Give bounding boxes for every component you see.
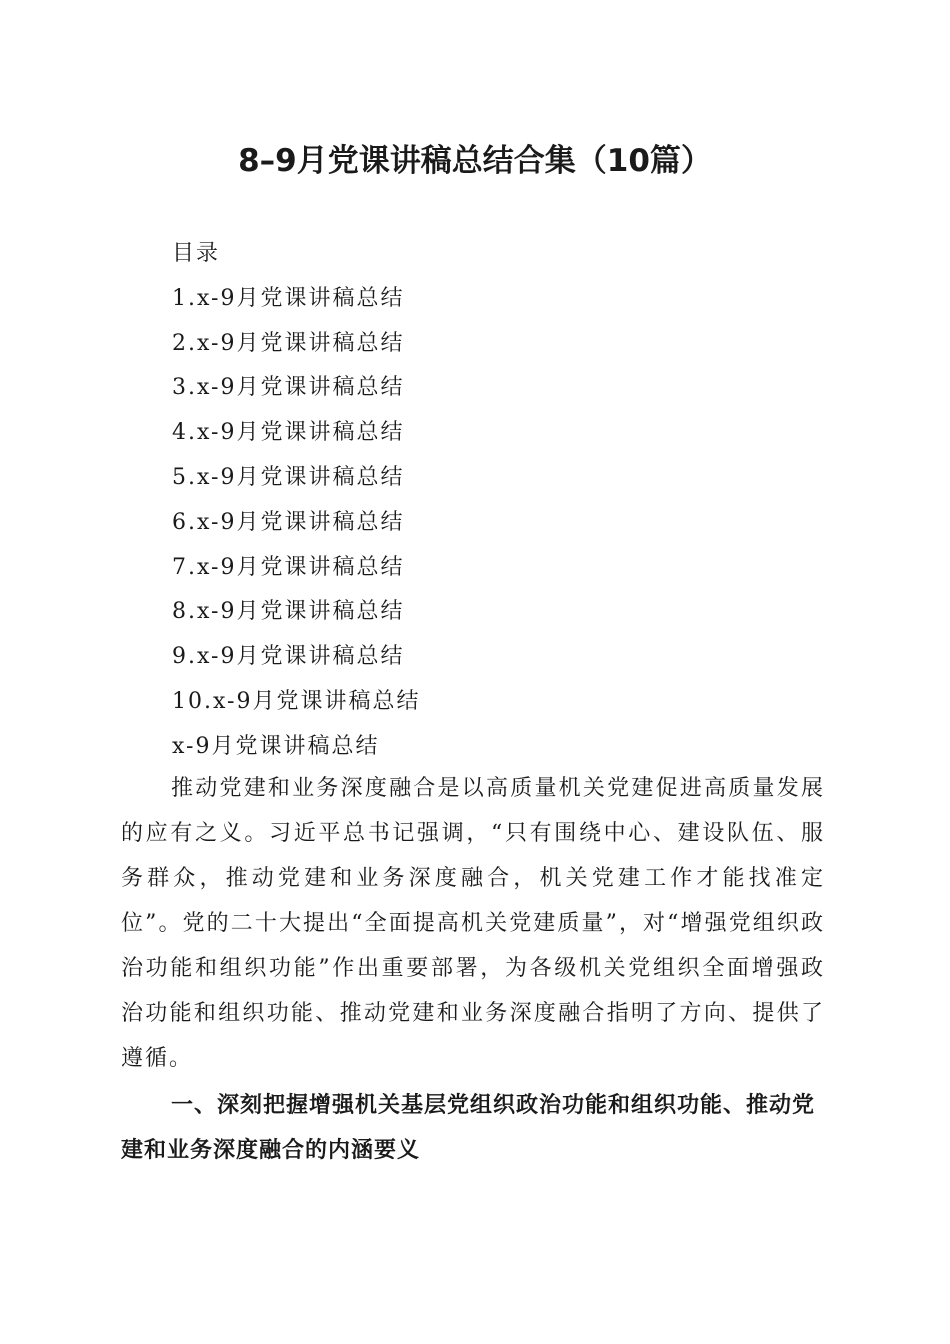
toc-item: 8.x-9月党课讲稿总结 — [172, 599, 405, 625]
toc-item: 5.x-9月党课讲稿总结 — [172, 464, 405, 490]
toc-item: 7.x-9月党课讲稿总结 — [172, 554, 405, 580]
toc-item: 3.x-9月党课讲稿总结 — [172, 375, 405, 401]
toc-item: 2.x-9月党课讲稿总结 — [172, 330, 405, 356]
document-title: 8–9月党课讲稿总结合集（10篇） — [238, 143, 712, 179]
toc-item: 1.x-9月党课讲稿总结 — [172, 285, 405, 311]
section-heading: 一、深刻把握增强机关基层党组织政治功能和组织功能、推动党建和业务深度融合的内涵要义 — [121, 1093, 816, 1163]
toc-item: 4.x-9月党课讲稿总结 — [172, 420, 405, 446]
table-of-contents — [172, 232, 420, 770]
toc-item: 6.x-9月党课讲稿总结 — [172, 509, 405, 535]
toc-heading: 目录 — [172, 241, 221, 266]
toc-item: 10.x-9月党课讲稿总结 — [172, 688, 421, 714]
body-paragraph: 推动党建和业务深度融合是以高质量机关党建促进高质量发展的应有之义。习近平总书记强调，“只有围绕中心、建设队伍、服务群众，推动党建和业务深度融合，机关党建工作才能找准定位”。党的二十大提出“全面提高机关党建质量”，对“增强党组织政治功能和组织功能”作出重要部署，为各级机关党组织全面增强政治功能和组织功能、推动党建和业务深度融合指明了方向、提供了遵循。 — [121, 776, 825, 1071]
toc-item: 9.x-9月党课讲稿总结 — [172, 644, 405, 670]
article-title: x-9月党课讲稿总结 — [172, 733, 380, 759]
